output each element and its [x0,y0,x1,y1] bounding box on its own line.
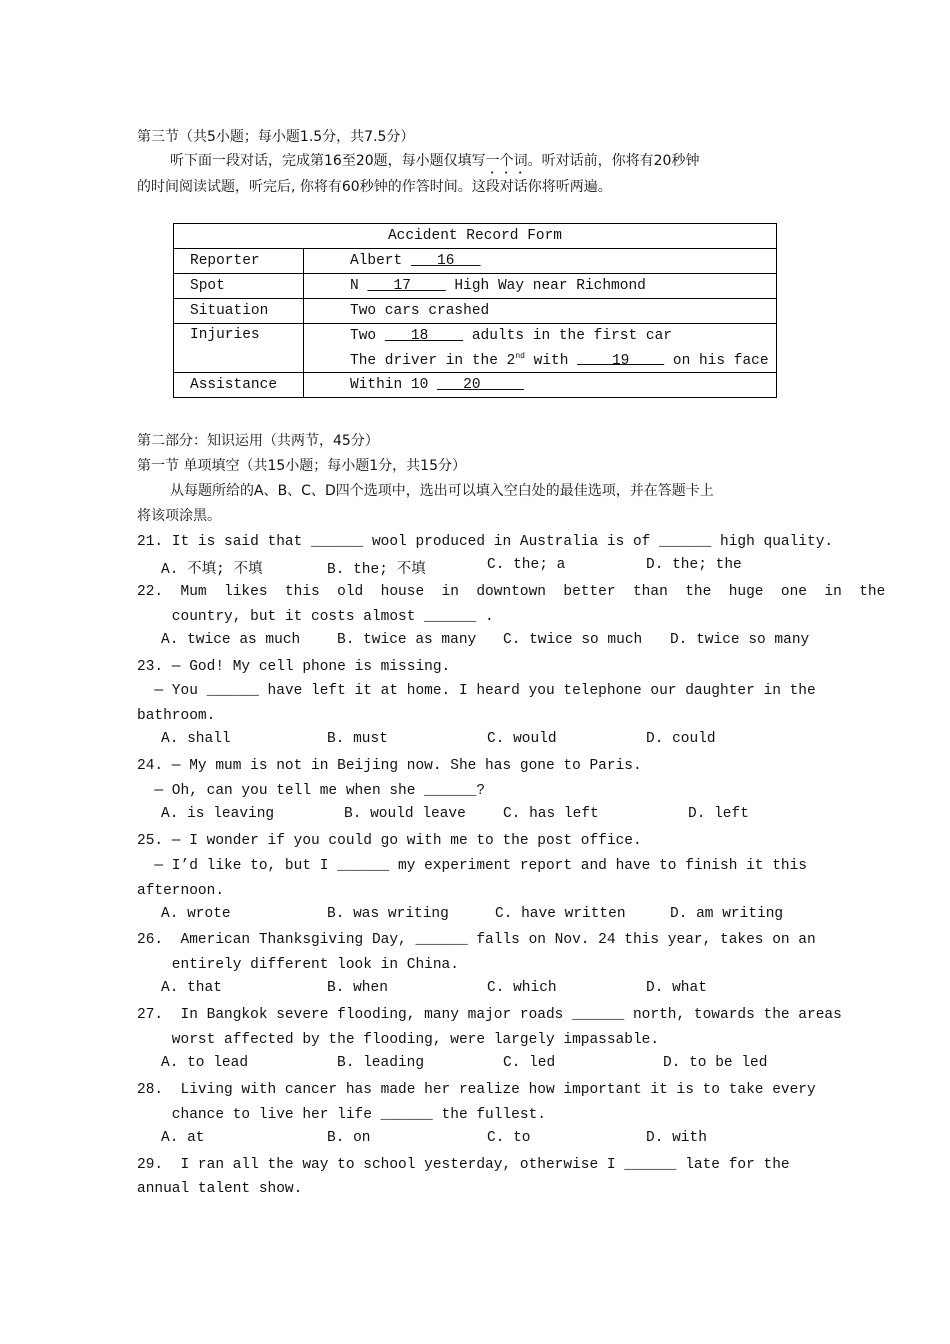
form-row [174,324,777,349]
form-title: Accident Record Form [174,224,777,249]
accident-record-form [173,223,777,398]
question-stem: 24. — My mum is not in Beijing now. She has gone to Paris. [137,758,642,775]
answer-option-a: A. 不填; 不填 [161,561,263,578]
question-stem-continued: — Oh, can you tell me when she ______? [137,783,486,799]
question-stem-continued: country, but it costs almost ______ . [137,608,494,625]
section3-instruction-line2: 的时间阅读试题，听完后, 你将有60秒钟的作答时间。这段对话你将听两遍。 [137,179,612,195]
form-value: Within 10 20 [304,373,777,398]
form-value: Two 18 adults in the first car [304,324,777,349]
section3-heading: 第三节（共5小题；每小题1.5分，共7.5分） [137,129,415,145]
emphasized-text: 一个词 [485,153,528,169]
answer-option-c: C. twice so much [503,631,643,648]
answer-option-a: A. twice as much [161,631,301,648]
answer-option-d: D. could [646,731,716,748]
answer-option-c: C. the; a [487,556,566,573]
answer-option-c: C. has left [503,805,599,822]
answer-option-d: D. to be led [663,1054,768,1071]
answer-blank: 18 [384,328,464,344]
section3-instruction-line1: 听下面一段对话，完成第16至20题，每小题仅填写一个词。听对话前，你将有20秒钟 [170,153,700,169]
answer-option-b: B. the; 不填 [327,561,426,578]
form-value: N 17 High Way near Richmond [304,274,777,299]
question-stem: 27. In Bangkok severe flooding, many major roads ______ north, towards the areas [137,1007,842,1024]
form-label: Spot [174,274,304,299]
answer-option-a: A. wrote [161,905,231,922]
question-stem-continued: afternoon. [137,882,225,899]
question-stem-continued: entirely different look in China. [137,957,459,974]
answer-option-a: A. that [161,980,222,997]
form-label: Situation [174,299,304,324]
answer-option-b: B. when [327,980,388,997]
question-stem-continued: worst affected by the flooding, were largely impassable. [137,1032,660,1048]
form-label: Injuries [174,324,304,373]
answer-option-d: D. what [646,980,707,997]
answer-option-c: C. have written [495,905,626,922]
answer-option-c: C. to [487,1129,531,1146]
question-stem-continued: chance to live her life ______ the fullest. [137,1106,546,1123]
question-stem: 22. Mum likes this old house in downtown better than the huge one in the [137,583,886,600]
form-row [174,299,777,324]
question-stem: 23. — God! My cell phone is missing. [137,658,451,675]
form-label: Reporter [174,249,304,274]
answer-option-d: D. the; the [646,556,742,573]
answer-option-c: C. which [487,980,557,997]
answer-option-a: A. at [161,1129,205,1146]
question-stem: 26. American Thanksgiving Day, ______ falls on Nov. 24 this year, takes on an [137,932,816,949]
answer-option-c: C. led [503,1054,556,1071]
form-row [174,373,777,398]
answer-option-b: B. was writing [327,905,449,922]
part2-section1-heading: 第一节 单项填空（共15小题；每小题1分，共15分） [137,458,466,474]
question-stem-continued: — I’d like to, but I ______ my experiment report and have to finish it this [137,857,808,874]
answer-option-b: B. would leave [344,805,466,822]
answer-option-d: D. am writing [670,905,784,922]
answer-option-b: B. twice as many [337,631,477,648]
question-stem: 25. — I wonder if you could go with me to the post office. [137,832,642,849]
answer-option-b: B. leading [337,1054,425,1071]
part2-instruction-line1: 从每题所给的A、B、C、D四个选项中，选出可以填入空白处的最佳选项，并在答题卡上 [170,483,714,499]
question-stem-continued: — You ______ have left it at home. I heard you telephone our daughter in the [137,683,816,700]
answer-option-c: C. would [487,731,557,748]
part2-heading: 第二部分：知识运用（共两节，45分） [137,433,379,449]
part2-instruction-line2: 将该项涂黑。 [137,508,221,524]
answer-blank: 20 [437,377,525,393]
form-value: Albert 16 [304,249,777,274]
answer-option-a: A. is leaving [161,805,275,822]
answer-option-d: D. left [688,805,749,822]
question-stem-continued: bathroom. [137,708,216,725]
question-stem: 29. I ran all the way to school yesterday, otherwise I ______ late for the [137,1156,790,1173]
question-stem: 28. Living with cancer has made her realize how important it is to take every [137,1081,816,1098]
answer-option-d: D. twice so many [670,631,810,648]
form-row [174,274,777,299]
form-value: The driver in the 2nd with 19 on his face [304,348,777,373]
answer-option-b: B. must [327,731,388,748]
question-stem: 21. It is said that ______ wool produced in Australia is of ______ high quality. [137,534,834,550]
form-label: Assistance [174,373,304,398]
answer-option-b: B. on [327,1129,371,1146]
form-value: Two cars crashed [304,299,777,324]
answer-blank: 16 [410,253,481,269]
question-stem-continued: annual talent show. [137,1181,303,1198]
answer-option-a: A. shall [161,731,231,748]
answer-option-a: A. to lead [161,1054,249,1071]
form-row [174,249,777,274]
answer-option-d: D. with [646,1129,707,1146]
answer-blank: 17 [367,278,446,294]
answer-blank: 19 [577,352,665,369]
